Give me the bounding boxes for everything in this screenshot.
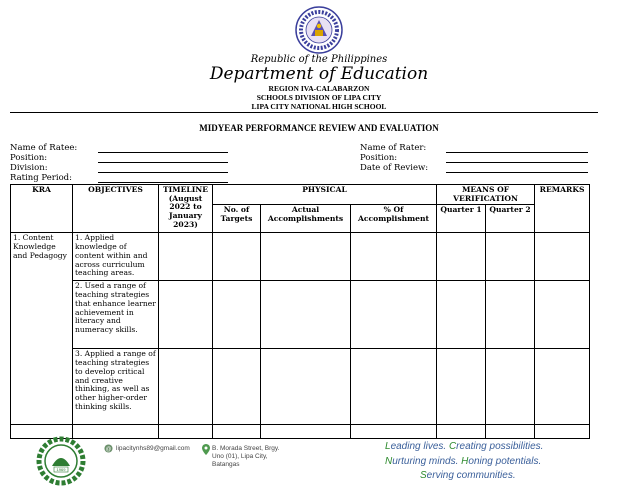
ratee-position-label: Position:: [10, 153, 48, 163]
logo-year: 1969: [56, 467, 66, 472]
division-field[interactable]: [98, 172, 228, 173]
header-quarter-1: Quarter 1: [437, 205, 486, 233]
actual-cell[interactable]: [261, 281, 351, 349]
school-text: LIPA CITY NATIONAL HIGH SCHOOL: [251, 102, 387, 111]
header-quarter-2: Quarter 2: [486, 205, 535, 233]
table-row: [11, 233, 590, 281]
timeline-cell[interactable]: [159, 349, 213, 425]
ratee-position-field[interactable]: [98, 162, 228, 163]
quarter-2-cell[interactable]: [486, 349, 535, 425]
actual-cell[interactable]: [261, 349, 351, 425]
targets-cell[interactable]: [213, 281, 261, 349]
header-objectives: OBJECTIVES: [73, 185, 159, 233]
percent-cell[interactable]: [351, 281, 437, 349]
rater-position-field[interactable]: [446, 162, 588, 163]
table-row: [11, 425, 590, 439]
review-date-field[interactable]: [446, 172, 588, 173]
header-no-of-targets: No. of Targets: [213, 205, 261, 233]
header-kra: KRA: [11, 185, 73, 233]
svg-text:@: @: [105, 446, 112, 453]
deped-seal-icon: [295, 6, 343, 54]
form-title: MIDYEAR PERFORMANCE REVIEW AND EVALUATION: [199, 123, 439, 133]
rating-period-field[interactable]: [98, 182, 228, 183]
division-text: SCHOOLS DIVISION OF LIPA CITY: [256, 93, 382, 102]
percent-cell[interactable]: [351, 233, 437, 281]
targets-cell[interactable]: [213, 233, 261, 281]
review-date-label: Date of Review:: [360, 163, 429, 173]
school-logo-icon: [36, 436, 86, 486]
department-title: Department of Education: [209, 64, 429, 84]
objective-cell: 2. Used a range of teaching strategies that enhance learner achievement in literacy and numeracy skills.: [73, 281, 159, 349]
region-text: REGION IVA-CALABARZON: [268, 84, 370, 93]
objective-cell: 1. Applied knowledge of content within and across curriculum teaching areas.: [73, 233, 159, 281]
division-label: Division:: [10, 163, 48, 173]
empty-cell: [486, 425, 535, 439]
remarks-cell[interactable]: [535, 281, 590, 349]
header-timeline: TIMELINE (August 2022 to January 2023): [159, 185, 213, 233]
empty-cell: [535, 425, 590, 439]
empty-cell: [351, 425, 437, 439]
email-text: lipacitynhs89@gmail.com: [116, 445, 190, 452]
rater-position-label: Position:: [360, 153, 398, 163]
remarks-cell[interactable]: [535, 349, 590, 425]
email-icon: [104, 444, 113, 453]
header-means-of-verification: MEANS OF VERIFICATION: [437, 185, 535, 205]
rater-name-field[interactable]: [446, 152, 588, 153]
actual-cell[interactable]: [261, 233, 351, 281]
motto-line-3: Serving communities.: [420, 470, 516, 481]
quarter-2-cell[interactable]: [486, 233, 535, 281]
header-percent-accomplishment: % Of Accomplishment: [351, 205, 437, 233]
motto-line-1: Leading lives. Creating possibilities.: [385, 441, 544, 452]
objective-cell: 3. Applied a range of teaching strategies to develop critical and creative thinking, as well as other higher-order thinking skills.: [73, 349, 159, 425]
quarter-1-cell[interactable]: [437, 281, 486, 349]
timeline-cell[interactable]: [159, 233, 213, 281]
rating-period-label: Rating Period:: [10, 173, 72, 183]
header-actual-accomplishments: Actual Accomplishments: [261, 205, 351, 233]
header-physical: PHYSICAL: [213, 185, 437, 205]
empty-cell: [261, 425, 351, 439]
empty-cell: [437, 425, 486, 439]
evaluation-table: [10, 184, 590, 439]
republic-text: Republic of the Philippines: [250, 54, 388, 65]
ratee-name-label: Name of Ratee:: [10, 143, 78, 153]
rater-name-label: Name of Rater:: [360, 143, 427, 153]
table-row: [11, 281, 590, 349]
quarter-1-cell[interactable]: [437, 349, 486, 425]
motto-line-2: Nurturing minds. Honing potentials.: [385, 456, 542, 467]
timeline-cell[interactable]: [159, 281, 213, 349]
address-text: B. Morada Street, Brgy. Uno (01), Lipa City, Batangas: [212, 445, 280, 468]
header-remarks: REMARKS: [535, 185, 590, 233]
table-row: [11, 349, 590, 425]
quarter-1-cell[interactable]: [437, 233, 486, 281]
empty-cell: [159, 425, 213, 439]
targets-cell[interactable]: [213, 349, 261, 425]
empty-cell: [213, 425, 261, 439]
percent-cell[interactable]: [351, 349, 437, 425]
remarks-cell[interactable]: [535, 233, 590, 281]
kra-cell: 1. Content Knowledge and Pedagogy: [11, 233, 73, 425]
ratee-name-field[interactable]: [98, 152, 228, 153]
quarter-2-cell[interactable]: [486, 281, 535, 349]
location-pin-icon: [202, 444, 210, 455]
header-divider: [10, 112, 598, 113]
